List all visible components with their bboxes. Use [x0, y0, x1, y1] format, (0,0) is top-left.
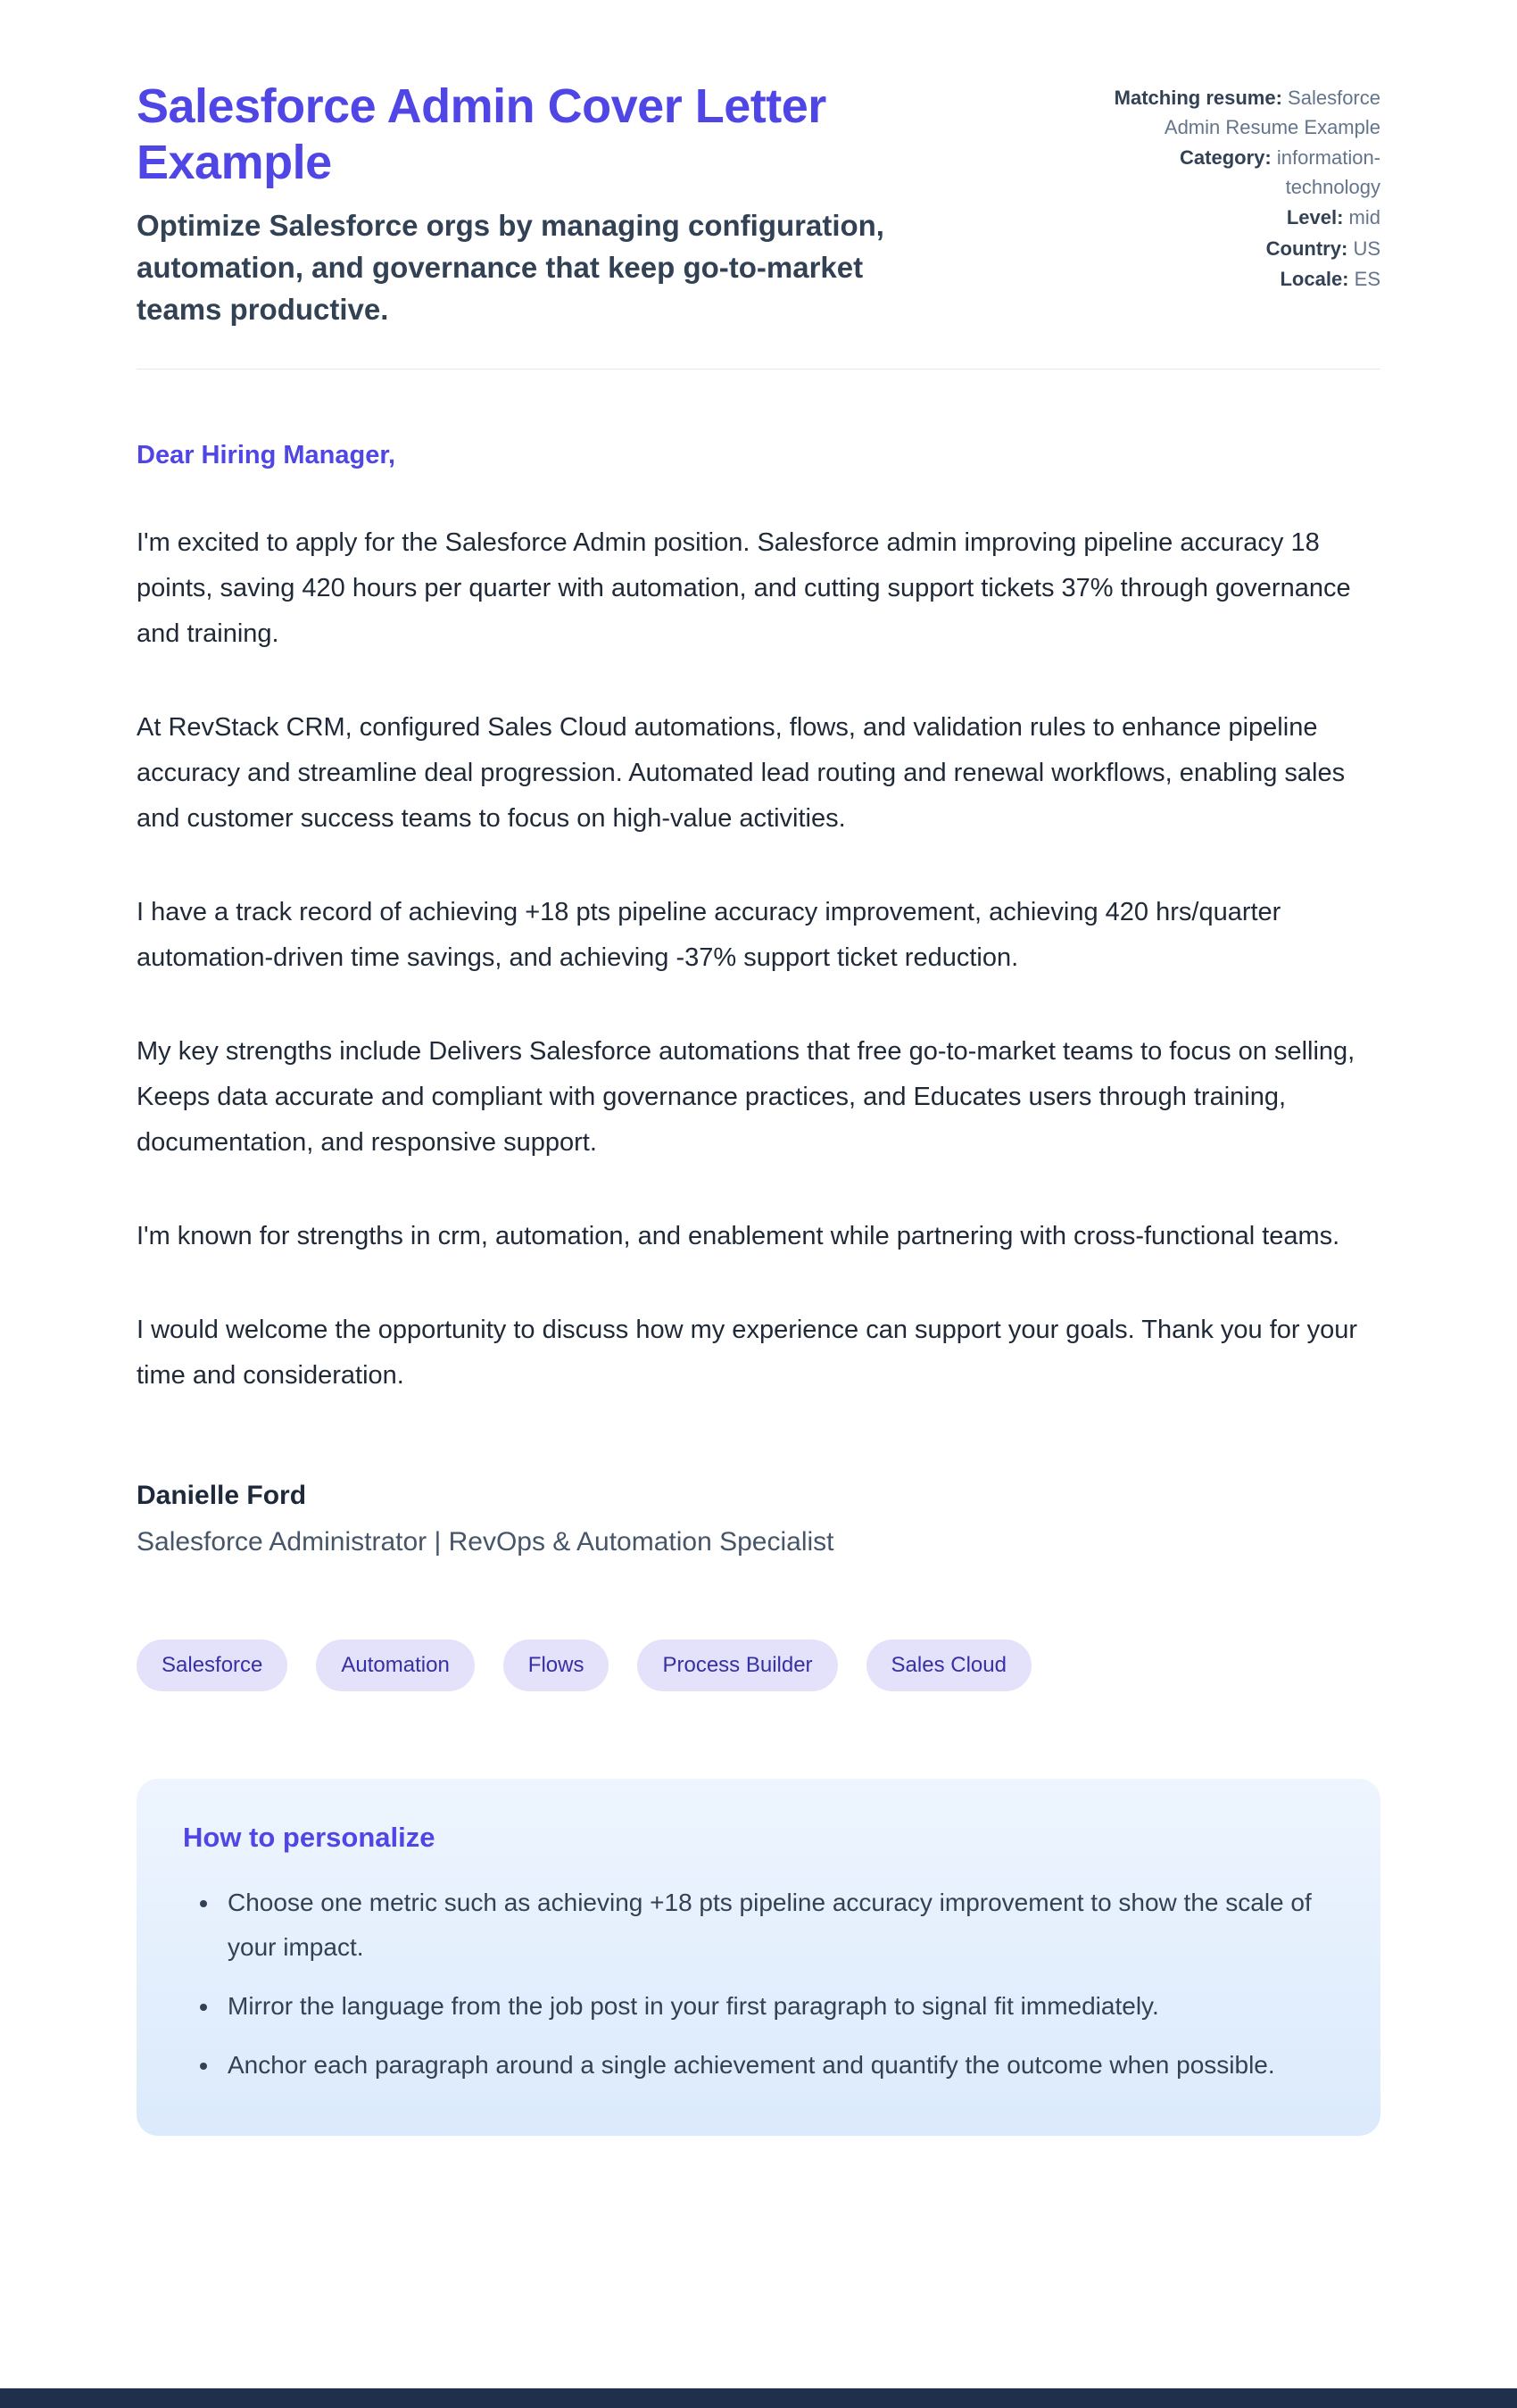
meta-locale-label: Locale: [1280, 268, 1349, 291]
letter-paragraph: I'm known for strengths in crm, automation, and enablement while partnering with cross-functional teams. [137, 1222, 1340, 1251]
signature-block [137, 1481, 1380, 1557]
personalize-tip: • Anchor each paragraph around a single achievement and quantify the outcome when possible. [220, 2043, 1334, 2088]
meta-locale [1113, 265, 1380, 295]
meta-level [1113, 203, 1380, 233]
meta-category-value: information-technology [1276, 146, 1380, 198]
meta-category [1113, 144, 1380, 202]
letter-paragraph: My key strengths include Delivers Salesforce automations that free go-to-market teams to focus on selling, Keeps data accurate and compliant with governance practices, and Educates users through training, documentation, and responsive support. [137, 1037, 1355, 1158]
meta-matching-resume [1113, 84, 1380, 142]
page-title: Salesforce Admin Cover Letter Example [137, 79, 826, 190]
tag-pill-flows[interactable]: Flows [503, 1640, 609, 1691]
cover-letter-body [137, 441, 1380, 1557]
meta-matching-resume-value: Salesforce Admin Resume Example [1164, 87, 1380, 138]
meta-level-value: mid [1348, 206, 1380, 229]
header-divider [137, 369, 1380, 370]
tag-pill-salesforce[interactable]: Salesforce [137, 1640, 287, 1691]
personalize-card [137, 1779, 1380, 2135]
page-container [137, 0, 1380, 2136]
letter-paragraph: I would welcome the opportunity to discuss how my experience can support your goals. Thank you for your time and consideration. [137, 1316, 1358, 1391]
meta-locale-value: ES [1354, 268, 1380, 291]
tags-row [137, 1640, 1380, 1691]
meta-country [1113, 235, 1380, 264]
meta-level-label: Level: [1286, 206, 1344, 229]
meta-matching-resume-label: Matching resume: [1114, 87, 1282, 109]
signature-role: Salesforce Administrator | RevOps & Automation Specialist [137, 1527, 834, 1557]
letter-paragraph: I have a track record of achieving +18 pts pipeline accuracy improvement, achieving 420 hrs/quarter automation-driven time savings, and achieving -37% support ticket reduction. [137, 898, 1281, 973]
tag-pill-automation[interactable]: Automation [316, 1640, 474, 1691]
page-subtitle: Optimize Salesforce orgs by managing configuration, automation, and governance that keep go-to-market teams productive. [137, 209, 884, 327]
meta-category-label: Category: [1180, 146, 1272, 170]
tag-pill-sales-cloud[interactable]: Sales Cloud [866, 1640, 1032, 1691]
personalize-tip: • Mirror the language from the job post in your first paragraph to signal fit immediately. [220, 1984, 1334, 2029]
personalize-tips-list [183, 1881, 1334, 2087]
header-title-block [137, 79, 1002, 331]
tag-pill-process-builder[interactable]: Process Builder [637, 1640, 837, 1691]
meta-country-label: Country: [1265, 237, 1348, 260]
personalize-tip: • Choose one metric such as achieving +18 pts pipeline accuracy improvement to show the scale of your impact. [220, 1881, 1334, 1970]
page-header [137, 79, 1380, 331]
letter-paragraph: At RevStack CRM, configured Sales Cloud automations, flows, and validation rules to enhance pipeline accuracy and streamline deal progression. Automated lead routing and renewal workflows, enabling sales and customer success teams to focus on high-value activities. [137, 713, 1346, 834]
letter-salutation: Dear Hiring Manager, [137, 440, 396, 469]
meta-panel [1113, 79, 1380, 296]
footer-bar [0, 2388, 1517, 2408]
letter-paragraph: I'm excited to apply for the Salesforce Admin position. Salesforce admin improving pipeline accuracy 18 points, saving 420 hours per quarter with automation, and cutting support tickets 37% through governance and training. [137, 527, 1351, 648]
signature-name: Danielle Ford [137, 1481, 307, 1511]
personalize-heading: How to personalize [183, 1822, 435, 1854]
meta-country-value: US [1353, 237, 1380, 260]
